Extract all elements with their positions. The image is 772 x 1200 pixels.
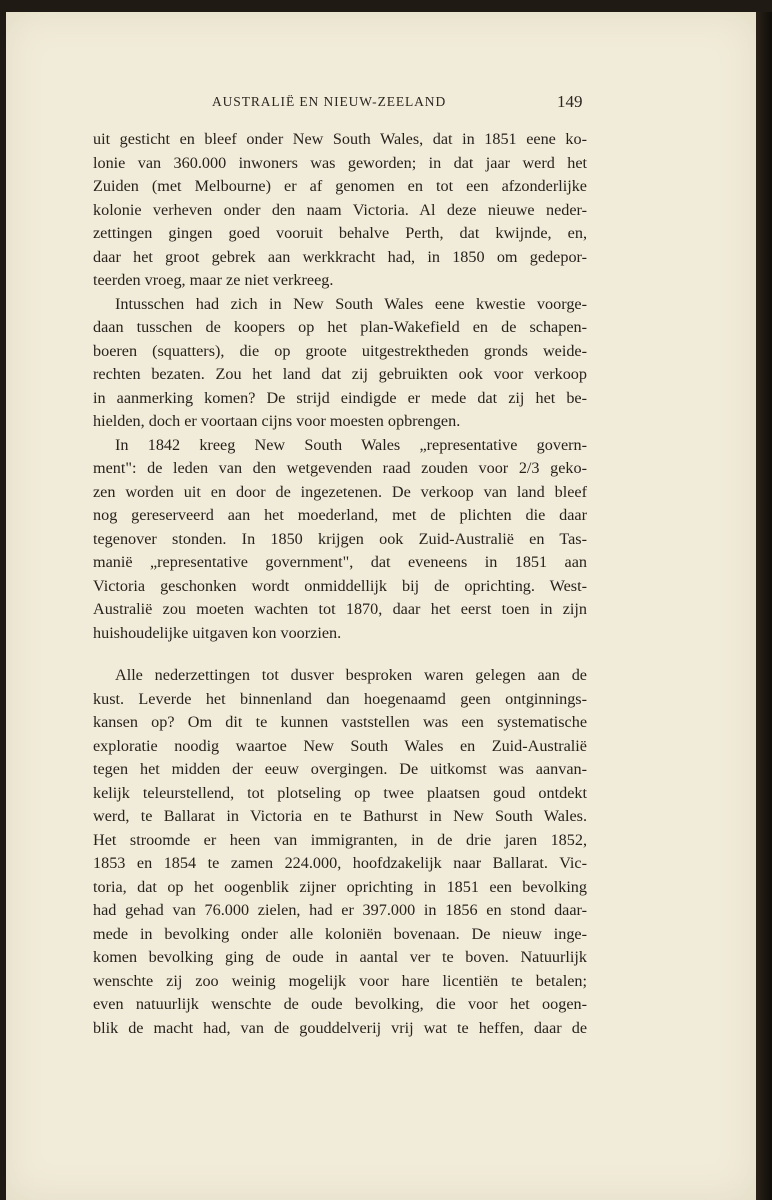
text-line: had gehad van 76.000 zielen, had er 397.000 in 1856 en stond daar-	[93, 901, 587, 919]
text-line: daar het groot gebrek aan werkkracht had, in 1850 om gedepor-	[93, 247, 587, 266]
text-line: huishoudelijke uitgaven kon voorzien.	[93, 623, 342, 642]
text-line: lonie van 360.000 inwoners was geworden; in dat jaar werd het	[93, 153, 587, 172]
page-header	[0, 92, 772, 118]
text-line: uit gesticht en bleef onder New South Wales, dat in 1851 eene ko-	[93, 130, 587, 148]
text-line: kolonie verheven onder den naam Victoria. Al deze nieuwe neder-	[93, 200, 587, 219]
text-line: Alle nederzettingen tot dusver besproken waren gelegen aan de	[115, 666, 587, 684]
text-line: manië „representative government", dat eveneens in 1851 aan	[93, 553, 587, 571]
text-line: 1853 en 1854 te zamen 224.000, hoofdzakelijk naar Ballarat. Vic-	[93, 854, 587, 872]
text-line: Australië zou moeten wachten tot 1870, daar het eerst toen in zijn	[93, 600, 587, 618]
text-line: in aanmerking komen? De strijd eindigde er mede dat zij het be-	[93, 388, 587, 407]
text-line: even natuurlijk wenschte de oude bevolking, die voor het oogen-	[93, 995, 587, 1013]
text-line: nog gereserveerd aan het moederland, met de plichten die daar	[93, 506, 587, 524]
text-line: tegenover stonden. In 1850 krijgen ook Zuid-Australië en Tas-	[93, 529, 587, 548]
text-line: toria, dat op het oogenblik zijner oprichting in 1851 een bevolking	[93, 877, 587, 896]
text-line: rechten bezaten. Zou het land dat zij gebruikten ook voor verkoop	[93, 365, 587, 383]
page-edge-shadow	[756, 12, 772, 1200]
text-line: blik de macht had, van de gouddelverij vrij wat te heffen, daar de	[93, 1018, 587, 1037]
text-line: boeren (squatters), die op groote uitgestrektheden gronds weide-	[93, 341, 587, 360]
text-line: hielden, doch er voortaan cijns voor moesten opbrengen.	[93, 412, 461, 430]
text-line: tegen het midden der eeuw overgingen. De uitkomst was aanvan-	[93, 760, 587, 778]
text-line: komen bevolking ging de oude in aantal ver te boven. Natuurlijk	[93, 948, 587, 966]
text-line: ment": de leden van den wetgevenden raad zouden voor 2/3 geko-	[93, 459, 587, 477]
text-line: mede in bevolking onder alle koloniën bovenaan. De nieuw inge-	[93, 924, 587, 943]
text-line: teerden vroeg, maar ze niet verkreeg.	[93, 271, 334, 289]
text-line: kelijk teleurstellend, tot plotseling op twee plaatsen goud ontdekt	[93, 783, 587, 802]
text-line: zen worden uit en door de ingezetenen. De verkoop van land bleef	[93, 482, 587, 501]
text-line: wenschte zij zoo weinig mogelijk voor hare licentiën te betalen;	[93, 971, 587, 990]
text-line: kansen op? Om dit te kunnen vaststellen was een systematische	[93, 713, 587, 731]
text-line: daan tusschen de koopers op het plan-Wakefield en de schapen-	[93, 318, 587, 336]
text-line: Intusschen had zich in New South Wales eene kwestie voorge-	[115, 294, 587, 313]
text-line: In 1842 kreeg New South Wales „representative govern-	[115, 435, 587, 454]
section-break	[93, 645, 587, 664]
body-text	[93, 128, 587, 1040]
text-line: werd, te Ballarat in Victoria en te Bathurst in New South Wales.	[93, 807, 587, 825]
text-line: Het stroomde er heen van immigranten, in de drie jaren 1852,	[93, 830, 587, 849]
text-line: exploratie noodig waartoe New South Wales en Zuid-Australië	[93, 736, 587, 755]
running-title: AUSTRALIË EN NIEUW-ZEELAND	[212, 94, 447, 109]
text-line: Zuiden (met Melbourne) er af genomen en tot een afzonderlijke	[93, 177, 587, 195]
text-line: zettingen gingen goed vooruit behalve Perth, dat kwijnde, en,	[93, 224, 587, 242]
text-line: kust. Leverde het binnenland dan hoegenaamd geen ontginnings-	[93, 689, 587, 708]
text-line: Victoria geschonken wordt onmiddellijk bij de oprichting. West-	[93, 576, 587, 595]
page-number: 149	[557, 92, 583, 111]
